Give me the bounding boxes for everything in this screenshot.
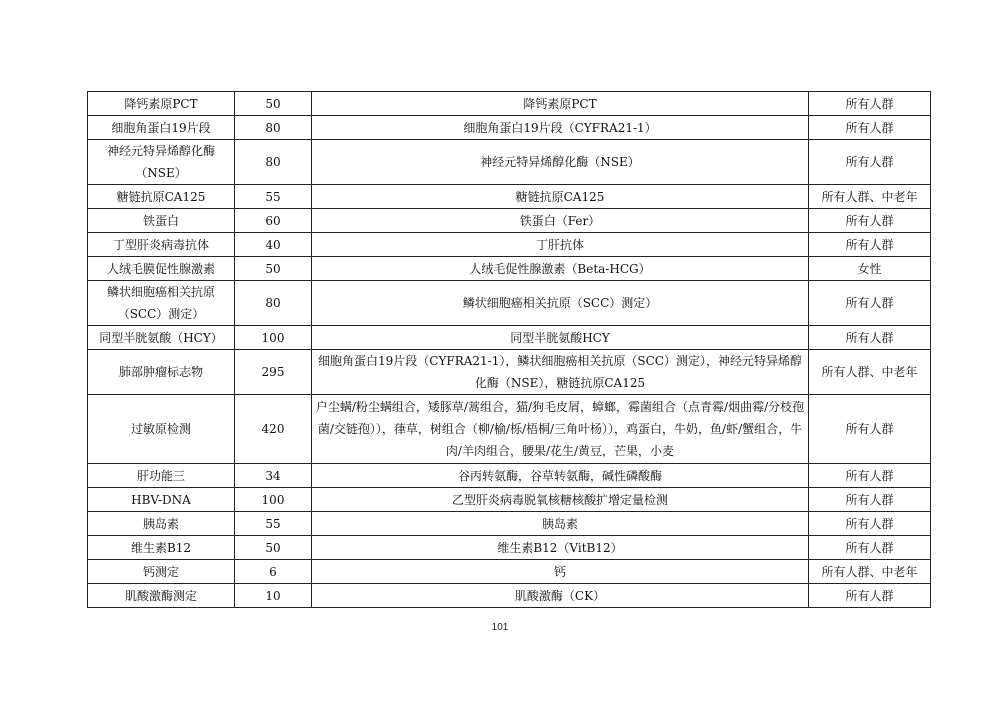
- item-content: 丁肝抗体: [312, 233, 809, 257]
- item-name: 人绒毛膜促性腺激素: [88, 257, 235, 281]
- item-price: 100: [235, 488, 312, 512]
- item-name: 糖链抗原CA125: [88, 185, 235, 209]
- table-row: [88, 488, 931, 512]
- item-content: 胰岛素: [312, 512, 809, 536]
- table-row: [88, 116, 931, 140]
- item-content: 铁蛋白（Fer）: [312, 209, 809, 233]
- item-target-group: 所有人群、中老年: [809, 560, 931, 584]
- exam-items-table: [87, 91, 931, 608]
- item-price: 80: [235, 140, 312, 185]
- table-row: [88, 140, 931, 185]
- item-price: 420: [235, 395, 312, 464]
- item-price: 50: [235, 257, 312, 281]
- item-target-group: 所有人群、中老年: [809, 350, 931, 395]
- table-row: [88, 395, 931, 464]
- item-content: 维生素B12（VitB12）: [312, 536, 809, 560]
- table-row: [88, 326, 931, 350]
- item-price: 295: [235, 350, 312, 395]
- table-row: [88, 209, 931, 233]
- table-row: [88, 92, 931, 116]
- item-price: 10: [235, 584, 312, 608]
- table-row: [88, 536, 931, 560]
- item-content: 同型半胱氨酸HCY: [312, 326, 809, 350]
- item-name: 肝功能三: [88, 464, 235, 488]
- item-target-group: 所有人群: [809, 512, 931, 536]
- item-target-group: 所有人群: [809, 584, 931, 608]
- item-price: 50: [235, 536, 312, 560]
- item-target-group: 所有人群: [809, 116, 931, 140]
- item-price: 55: [235, 185, 312, 209]
- item-target-group: 所有人群: [809, 536, 931, 560]
- item-target-group: 所有人群: [809, 395, 931, 464]
- table-row: [88, 257, 931, 281]
- item-target-group: 所有人群: [809, 140, 931, 185]
- item-price: 60: [235, 209, 312, 233]
- item-target-group: 所有人群: [809, 488, 931, 512]
- item-price: 34: [235, 464, 312, 488]
- item-content: 钙: [312, 560, 809, 584]
- item-name: 降钙素原PCT: [88, 92, 235, 116]
- item-content: 神经元特异烯醇化酶（NSE）: [312, 140, 809, 185]
- item-price: 100: [235, 326, 312, 350]
- table-row: [88, 584, 931, 608]
- item-price: 40: [235, 233, 312, 257]
- item-name: 神经元特异烯醇化酶（NSE）: [88, 140, 235, 185]
- item-name: 维生素B12: [88, 536, 235, 560]
- table-row: [88, 281, 931, 326]
- table-row: [88, 233, 931, 257]
- item-content: 细胞角蛋白19片段（CYFRA21-1）: [312, 116, 809, 140]
- item-name: 鳞状细胞癌相关抗原（SCC）测定）: [88, 281, 235, 326]
- table-row: [88, 512, 931, 536]
- item-price: 55: [235, 512, 312, 536]
- item-target-group: 所有人群: [809, 233, 931, 257]
- item-name: HBV-DNA: [88, 488, 235, 512]
- item-content: 肌酸激酶（CK）: [312, 584, 809, 608]
- item-name: 丁型肝炎病毒抗体: [88, 233, 235, 257]
- item-target-group: 所有人群: [809, 464, 931, 488]
- item-price: 6: [235, 560, 312, 584]
- item-price: 80: [235, 116, 312, 140]
- item-price: 50: [235, 92, 312, 116]
- item-content: 糖链抗原CA125: [312, 185, 809, 209]
- item-name: 细胞角蛋白19片段: [88, 116, 235, 140]
- item-content: 降钙素原PCT: [312, 92, 809, 116]
- table-row: [88, 185, 931, 209]
- item-name: 胰岛素: [88, 512, 235, 536]
- item-price: 80: [235, 281, 312, 326]
- item-name: 钙测定: [88, 560, 235, 584]
- item-content: 乙型肝炎病毒脱氧核糖核酸扩增定量检测: [312, 488, 809, 512]
- item-target-group: 女性: [809, 257, 931, 281]
- item-name: 同型半胱氨酸（HCY）: [88, 326, 235, 350]
- item-content: 人绒毛促性腺激素（Beta-HCG）: [312, 257, 809, 281]
- table-row: [88, 560, 931, 584]
- item-name: 肺部肿瘤标志物: [88, 350, 235, 395]
- item-name: 肌酸激酶测定: [88, 584, 235, 608]
- item-content: 细胞角蛋白19片段（CYFRA21-1），鳞状细胞癌相关抗原（SCC）测定），神经元特异烯醇化酶（NSE），糖链抗原CA125: [312, 350, 809, 395]
- item-name: 过敏原检测: [88, 395, 235, 464]
- item-target-group: 所有人群、中老年: [809, 185, 931, 209]
- item-target-group: 所有人群: [809, 92, 931, 116]
- table-row: [88, 350, 931, 395]
- item-content: 户尘螨/粉尘螨组合，矮豚草/蒿组合，猫/狗毛皮屑，蟑螂，霉菌组合（点青霉/烟曲霉/分枝孢菌/交链孢）），葎草，树组合（柳/榆/栎/梧桐/三角叶杨）），鸡蛋白，牛奶，鱼/虾/蟹组合，牛肉/羊肉组合，腰果/花生/黄豆，芒果，小麦: [312, 395, 809, 464]
- item-content: 鳞状细胞癌相关抗原（SCC）测定）: [312, 281, 809, 326]
- item-target-group: 所有人群: [809, 209, 931, 233]
- item-name: 铁蛋白: [88, 209, 235, 233]
- page-number: 101: [491, 622, 509, 633]
- item-target-group: 所有人群: [809, 326, 931, 350]
- item-target-group: 所有人群: [809, 281, 931, 326]
- table-row: [88, 464, 931, 488]
- item-content: 谷丙转氨酶，谷草转氨酶，碱性磷酸酶: [312, 464, 809, 488]
